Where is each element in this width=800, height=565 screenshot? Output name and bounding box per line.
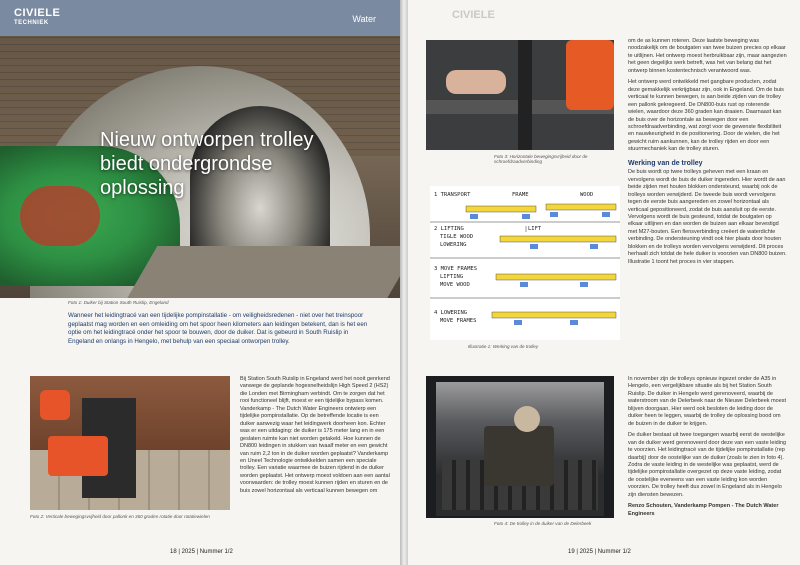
right-para-2: Het ontwerp werd ontwikkeld met gangbare producten, zodat deze gemakkelijk verkrijgbaar zijn, ook in Engeland. Om de buis verticaal te kunnen bewegen, is aan beide zijden van de trolley een pallonk gekregeerd. De DN800-buis rust op roterende wielen, waardoor deze 360 graden kan draaien. Daarnaast kan de buis over de horizontale as bewegen door een schroefdraadverbinding, wat zorgt voor de gewenste flexibiliteit en nauwkeurigheid in de positionering. Door de wielen, die het gewicht ruim aankunnen, kan de trolley rijden en door een stuurmechaniek kan de trolley sturen. bbox=[628, 79, 784, 153]
body-column-left: Bij Station South Ruislip in Engeland werd het nooit genrkend vanwege de geplande hogesnelheidslijn High Speed 2 (HS2) die Londen met Birmingham verbindt. Om te zorgen dat het rooi functioneel blijft, moest er een tijdelijke bypass komen. Vanderkamp - The Dutch Water Engineers ontwierp een tijdelijke pompinstallatie. Op de betreffende locatie is een duiker aanwezig waar het leidingwerk doorheen kon. Echter was er een uitdaging: de duiker is 175 meter lang en in een geslaten ruimte kan niet worden getakeld. Hoe kunnen de DN800 leidingen in stukken van twaalf meter en een gewicht van ruim 2,2 ton in de duiker worden geplaatst? Vanderkamp en Uneel Technologie ontwikkelden samen een speciale trolley. Een variatie waarmee de buizen rijdend in de duiker worden geplaatst. Het ontwerp moest voldoen aan een aantal voorwaarden: de trolley moest kunnen rijden en sturen en de buis zowel horizontaal als verticaal kunnen bewegen om bbox=[240, 376, 390, 494]
ghost-logo: CIVIELE bbox=[452, 9, 495, 21]
illu-step3a: 3 MOVE FRAMES bbox=[434, 266, 478, 272]
author-credit: Renzo Schouten, Vanderkamp Pompen - The Dutch Water Engineers bbox=[628, 503, 779, 517]
article-title bbox=[100, 128, 313, 200]
magazine-logo bbox=[14, 8, 60, 26]
right-para-3: De buis wordt op twee trolleys geheven met een kraan en vervolgens wordt de buis de duiker ingereden. Hier wordt de aan beide zijden met houten blokken ondersteund, waarbij ook de trolleys worden verwijderd. De tweede buis wordt vervolgens tegen de eerste buis aangereden en zowel horizontaal als verticaal gepositioneerd, zodat de buis aansluit op de eerste. Vervolgens wordt de buis gesteund, totdat de boutgaten op elkaar uitlijnen en dan worden de buizen aan elkaar bevestigd met M27-bouten. Een flensverbinding creëert de waterdichte verbinding. De ondersteuning vindt ook hier plaats door houten blokken en de trolleys worden vervolgens verwijderd. Dit proces herhaalt zich totdat de hele duiker is voorzien van DN800 buizen. Illustratie 1 toont het proces in vier stappen. bbox=[628, 169, 787, 265]
photo2-trolley-closeup bbox=[30, 376, 230, 510]
illu-step3b: LIFTING bbox=[440, 274, 464, 280]
page-number-left: 18 | 2025 | Nummer 1/2 bbox=[170, 549, 233, 555]
logo-line1: CIVIELE bbox=[14, 7, 61, 19]
right-para-4: In november zijn de trolleys opnieuw ingezet onder de A35 in Hengelo, een vergelijkbare situatie als bij het Station South Ruislip. De duiker in Hengelo werd gerenoveerd, waarbij de waterstroom van de Delerbeek naar de Nieuwe Delerbeek moest blijven doorgaan. Hier werd ook besloten de leiding door de duiker heen te leggen, waarbij de trolley de oplossing bood om de buizen in de duiker te krijgen. bbox=[628, 376, 787, 427]
illustration-caption: Illustratie 1: Werking van de trolley bbox=[468, 344, 539, 349]
photo4-trolley-in-culvert bbox=[426, 376, 614, 518]
photo2-caption: Foto 2: Verticale bewegingsvrijheid door pallonk en 360 graden rotatie door rotatiewielen bbox=[30, 514, 210, 519]
body-column-right-top bbox=[628, 38, 788, 266]
logo-line2: TECHNIEK bbox=[14, 20, 49, 26]
page-gutter bbox=[400, 0, 408, 565]
illu-step2c: LOWERING bbox=[440, 242, 467, 248]
title-line-1: Nieuw ontworpen trolley bbox=[100, 129, 314, 151]
photo1-caption: Foto 1: Duiker bij Station South Ruislip, Engeland bbox=[68, 300, 169, 305]
illu-lift-label: LIFT bbox=[528, 226, 542, 232]
illu-wood-label: WOOD bbox=[580, 192, 594, 198]
illu-step2b: TIGLE WOOD bbox=[440, 234, 474, 240]
section-heading: Werking van de trolley bbox=[628, 159, 703, 167]
illu-step2a: 2 LIFTING bbox=[434, 226, 464, 232]
right-page bbox=[408, 0, 800, 565]
illu-pipe-1b bbox=[546, 204, 616, 210]
illu-pipe-4 bbox=[492, 312, 616, 318]
illu-step1: 1 TRANSPORT bbox=[434, 192, 471, 198]
photo4-caption: Foto 4: De trolley in de duiker van de Delerbeek bbox=[494, 521, 592, 526]
trolley-process-illustration bbox=[430, 186, 620, 340]
body-column-right-bottom bbox=[628, 376, 788, 518]
section-label: Water bbox=[352, 14, 376, 24]
illu-step4b: MOVE FRAMES bbox=[440, 318, 477, 324]
illu-frame-label: FRAME bbox=[512, 192, 529, 198]
article-intro: Wanneer het leidingtracé van een tijdelijke pompinstallatie - om veiligheidsredenen - niet over het treinspoor geplaatst mag worden en een omleiding om het spoor heen kilometers aan leidingen betekent, dan is het een optie om het leidingtracé onder het spoor te bouwen, door de duiker. Dat is gebeurd in South Ruislip in Engeland en onlangs in Hengelo, met behulp van een speciaal ontworpen trolley. bbox=[68, 312, 368, 345]
right-para-1: om de as kunnen roteren. Deze laatste beweging was noodzakelijk om de boutgaten van twee buizen precies op elkaar te uitlijnen. Het ontwerp moest herbruikbaar zijn, maar aangezien het geen degelijks werk betreft, was het van belang dat het ontwerp binnen kostentechnisch verantwoord was. bbox=[628, 38, 787, 74]
title-line-2: biedt ondergrondse bbox=[100, 153, 273, 175]
title-line-3: oplossing bbox=[100, 177, 185, 199]
page-number-right: 19 | 2025 | Nummer 1/2 bbox=[568, 549, 631, 555]
illu-pipe-1 bbox=[466, 206, 536, 212]
hero-photo-culvert bbox=[0, 36, 400, 298]
right-para-5: De duiker bestaat uit twee toegangen waarbij eerst de westelijke van de duiker werd gerenoveerd door deze van een vaste leiding te voorzien. Het leidingtracé van de tijdelijke pompinstallatie (rep daarbij) door de oostelijke van de duiker (zoals te zien in foto 4). Zodra de vaste leiding in de westelijke was geplaatst, werd de tijdelijke pompinstallatie overgezet op deze vaste leiding, zodat de oostelijke eveneens van een vaste leiding kon worden voorzien. De trolley heeft dus zowel in Engeland als in Hengelo zijn diensten bewezen. bbox=[628, 432, 787, 498]
photo3-screw-mechanism bbox=[426, 40, 614, 150]
illu-pipe-3 bbox=[496, 274, 616, 280]
illu-step3c: MOVE WOOD bbox=[440, 282, 470, 288]
illu-pipe-2 bbox=[500, 236, 616, 242]
photo3-caption: Foto 3: Horizontale bewegingsvrijheid door de schroefdraadverbinding bbox=[494, 154, 588, 164]
header-band bbox=[0, 0, 400, 36]
illu-step4a: 4 LOWERING bbox=[434, 310, 468, 316]
